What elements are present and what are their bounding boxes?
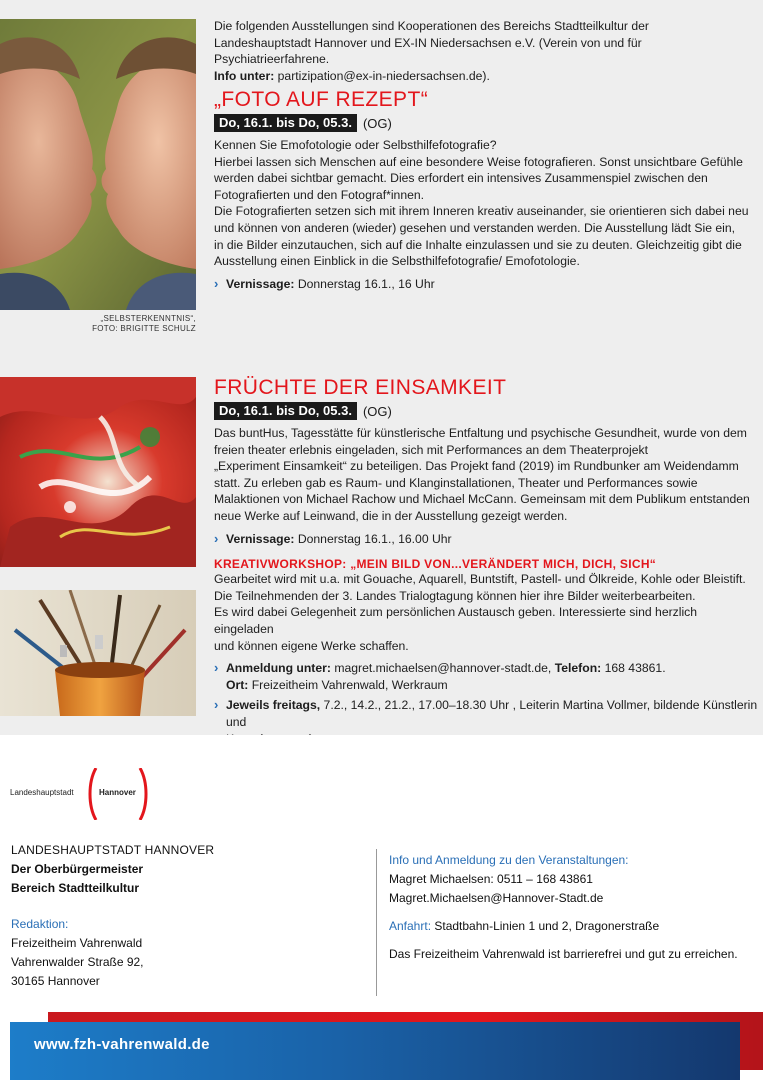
telefon-label: Telefon: [554,661,602,676]
vernissage-line [214,531,759,548]
logo-mark-right-icon [138,768,150,820]
intro-info [214,68,754,85]
description-line: Ausstellung einen Einblick in die Selbsthilfefotografie/ Emofotologie. [214,254,580,269]
logo-text-left: Landeshauptstadt [10,788,74,797]
vernissage-label: Vernissage: [226,276,295,291]
freitags-label: Jeweils freitags, [226,698,321,713]
event-location: (OG) [362,115,392,131]
anfahrt-line [389,917,759,936]
event-location: (OG) [362,403,392,419]
address-line: 30165 Hannover [11,974,100,988]
event-description [214,137,759,270]
event-date: Do, 16.1. bis Do, 05.3. [214,114,357,132]
footer-divider [376,849,377,996]
info-label: Info unter: [214,68,275,83]
description-line: werden dabei sichtbar gemacht. Dies erfordert ein intensives Zusammenspiel zwischen den [214,171,708,186]
org-sub1: Der Oberbürgermeister [11,862,144,876]
description-line: Es wird dabei Gelegenheit zum persönlichen Austausch geben. Interessierte sind herzlich eingeladen [214,605,698,636]
chevron-right-icon: › [214,530,219,546]
vernissage-value: Donnerstag 16.1., 16.00 Uhr [294,531,452,546]
description-line: in die Bilder einzutauchen, sich auf die Inhalte einzulassen und sie zu deuten. Gleichzeitig gibt die [214,237,742,252]
barrierefrei-note: Das Freizeitheim Vahrenwald ist barrierefrei und gut zu erreichen. [389,947,738,961]
event-description [214,425,759,525]
workshop-title: KREATIVWORKSHOP: „MEIN BILD VON...VERÄNDERT MICH, DICH, SICH“ [214,557,657,572]
info-heading: Info und Anmeldung zu den Veranstaltungen: [389,853,629,867]
intro-line: Die folgenden Ausstellungen sind Kooperationen des Bereichs Stadtteilkultur der [214,19,649,33]
vernissage-label: Vernissage: [226,531,295,546]
intro-text [214,18,754,84]
description-line: statt. Zu erleben gab es Raum- und Klanginstallationen, Theater und Performances sowie [214,475,698,490]
intro-line: Landeshauptstadt Hannover und EX-IN Niedersachsen e.V. (Verein von und für Psychiatrieerfahrene. [214,35,642,67]
freitags-value: 7.2., 14.2., 21.2., 17.00–18.30 Uhr , Leiterin Martina Vollmer, bildende Künstlerin und [226,698,758,729]
chevron-right-icon: › [214,275,219,291]
event-date: Do, 16.1. bis Do, 05.3. [214,402,357,420]
telefon-value: 168 43861. [601,661,666,676]
event-title: „FOTO AUF REZEPT“ [214,88,429,111]
caption-title: „SELBSTERKENNTNIS“, [100,314,196,323]
description-line: und können eigene Werke schaffen. [214,638,409,653]
anmeldung-email: magret.michaelsen@hannover-stadt.de, [330,661,555,676]
event-foto-auf-rezept [214,88,759,292]
event-fruechte-der-einsamkeit [214,376,759,747]
chevron-right-icon: › [214,660,219,676]
description-line: „Experiment Einsamkeit“ zu beteiligen. Das Projekt fand (2019) im Rundbunker am Weidendamm [214,459,739,474]
description-line: Das buntHus, Tagesstätte für künstlerische Entfaltung und psychische Gesundheit, wurde von dem [214,426,747,440]
description-line: Gearbeitet wird mit u.a. mit Gouache, Aquarell, Buntstift, Pastell- und Ölkreide, Kohle oder Bleistift. [214,572,746,587]
hannover-logo [10,768,160,820]
vernissage-value: Donnerstag 16.1., 16 Uhr [294,276,435,291]
description-line: Fotografierten und den Fotograf*innen. [214,187,425,202]
address-line: Vahrenwalder Straße 92, [11,955,144,969]
description-line: Kennen Sie Emofotologie oder Selbsthilfefotografie? [214,138,497,152]
org-name: LANDESHAUPTSTADT HANNOVER [11,843,215,857]
contact-phone: Magret Michaelsen: 0511 – 168 43861 [389,872,593,886]
website-bar [10,1022,740,1080]
footer-org [11,841,361,991]
footer-contact [389,851,759,964]
logo-text-right: Hannover [99,788,136,797]
event-title: FRÜCHTE DER EINSAMKEIT [214,376,507,399]
description-line: freien theater erlebnis eingeladen, sich mit Performances an dem Theaterprojekt [214,442,649,457]
event-date-bar [214,114,759,132]
address-line: Freizeitheim Vahrenwald [11,936,143,950]
description-line: neue Werke auf Leinwand, die in der Ausstellung gezeigt werden. [214,508,568,523]
description-line: und können von anderen (wieder) gesehen und verstanden werden. Die Ausstellung lädt Sie ein, [214,220,736,235]
vernissage-line [214,276,759,293]
website-link[interactable]: www.fzh-vahrenwald.de [34,1036,210,1053]
anmeldung-line [214,660,759,693]
info-email: partizipation@ex-in-niedersachsen.de). [274,68,490,83]
caption-credit: FOTO: BRIGITTE SCHULZ [92,324,196,333]
logo-mark-icon [86,768,98,820]
photo-selbsterkenntnis [0,19,196,310]
anfahrt-value: Stadtbahn-Linien 1 und 2, Dragonerstraße [431,919,660,933]
workshop-description [214,571,759,654]
anmeldung-label: Anmeldung unter: [226,661,331,676]
redaktion-label: Redaktion: [11,917,69,931]
chevron-right-icon: › [214,697,219,713]
photo-caption [60,314,196,334]
contact-email: Magret.Michaelsen@Hannover-Stadt.de [389,891,604,905]
ort-label: Ort: [226,677,249,692]
anfahrt-label: Anfahrt: [389,919,432,933]
description-line: Die Teilnehmenden der 3. Landes Trialogtagung können hier ihre Bilder weiterbearbeiten. [214,588,696,603]
description-line: Hierbei lassen sich Menschen auf eine besondere Weise fotografieren. Sonst unsichtbare Gefühle [214,154,743,169]
description-line: Malaktionen von Michael Rachow und Michael McCann. Gemeinsam mit dem Publikum entstanden [214,492,750,507]
description-line: Die Fotografierten setzen sich mit ihrem Inneren kreativ auseinander, sie orientieren sich dabei neu [214,204,749,219]
ort-value: Freizeitheim Vahrenwald, Werkraum [248,677,448,692]
org-sub2: Bereich Stadtteilkultur [11,881,140,895]
event-date-bar [214,402,759,420]
photo-brushes [0,590,196,716]
photo-painting [0,377,196,567]
